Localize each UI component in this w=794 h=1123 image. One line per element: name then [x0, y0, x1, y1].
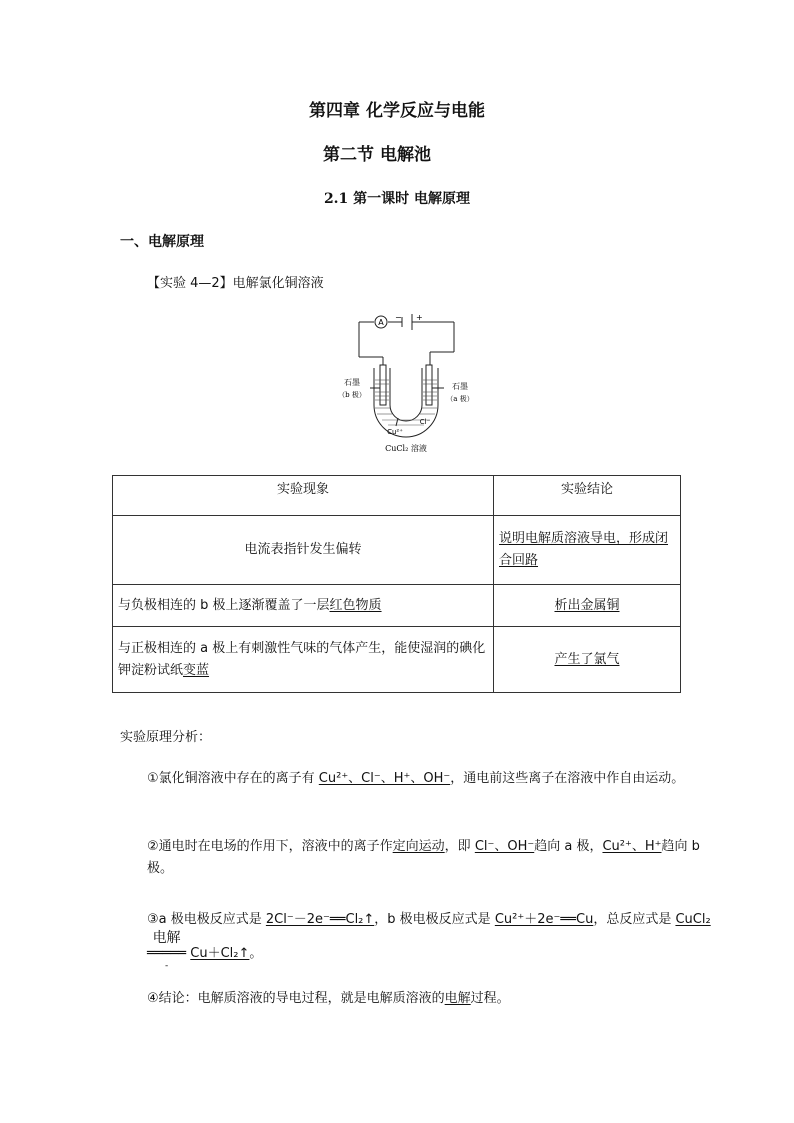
observation-cell: 与正极相连的 a 极上有刺激性气味的气体产生，能使湿润的碘化钾淀粉试纸变蓝 [113, 627, 494, 693]
right-electrode-label: 石墨 [452, 382, 468, 391]
table-header-observation: 实验现象 [113, 476, 494, 516]
observation-cell: 电流表指针发生偏转 [113, 516, 494, 585]
ammeter-label: A [378, 318, 384, 327]
electrolysis-apparatus-figure [330, 310, 474, 460]
conclusion-cell: 说明电解质溶液导电，形成闭合回路 [494, 516, 681, 585]
battery-minus-label: − [395, 313, 402, 322]
left-electrode-label: 石墨 [344, 378, 360, 387]
chapter-title: 第四章 化学反应与电能 [309, 101, 485, 121]
analysis-point-3: ③a 极电极反应式是 2Cl⁻－2e⁻══Cl₂↑，b 极电极反应式是 Cu²⁺＋2e⁻══Cu，总反应式是 CuCl₂ 电解 ═════ - Cu＋Cl₂↑。 [147, 912, 711, 971]
conclusion-cell: 产生了氯气 [494, 627, 681, 693]
table-row [113, 516, 681, 585]
conclusion-cell: 析出金属铜 [494, 585, 681, 627]
cu-ion-label: Cu²⁺ [387, 428, 403, 436]
lesson-title: 2.1 第一课时 电解原理 [323, 191, 471, 207]
solution-label: CuCl₂ 溶液 [385, 444, 427, 453]
battery-plus-label: + [416, 313, 423, 322]
analysis-point-1: ①氯化铜溶液中存在的离子有 Cu²⁺、Cl⁻、H⁺、OH⁻，通电前这些离子在溶液中作自由运动。 [147, 771, 685, 786]
observation-cell: 与负极相连的 b 极上逐渐覆盖了一层红色物质 [113, 585, 494, 627]
experiment-label: 【实验 4—2】电解氯化铜溶液 [147, 276, 324, 291]
experiment-results-table [112, 475, 681, 693]
analysis-point-4: ④结论：电解质溶液的导电过程，就是电解质溶液的电解过程。 [147, 991, 510, 1006]
table-header-conclusion: 实验结论 [494, 476, 681, 516]
heading-electrolysis-principle: 一、电解原理 [120, 234, 204, 250]
right-electrode-sublabel: （a 极） [446, 395, 474, 403]
electrolysis-equals-sign: 电解 ═════ - [147, 930, 187, 971]
table-row [113, 585, 681, 627]
left-electrode-sublabel: （b 极） [338, 391, 366, 399]
section-title: 第二节 电解池 [323, 145, 431, 165]
table-row [113, 627, 681, 693]
analysis-point-2: ②通电时在电场的作用下，溶液中的离子作定向运动，即 Cl⁻、OH⁻趋向 a 极，Cu²⁺、H⁺趋向 b 极。 [147, 839, 700, 876]
analysis-title: 实验原理分析： [120, 730, 212, 745]
cl-ion-label: Cl⁻ [419, 418, 431, 426]
